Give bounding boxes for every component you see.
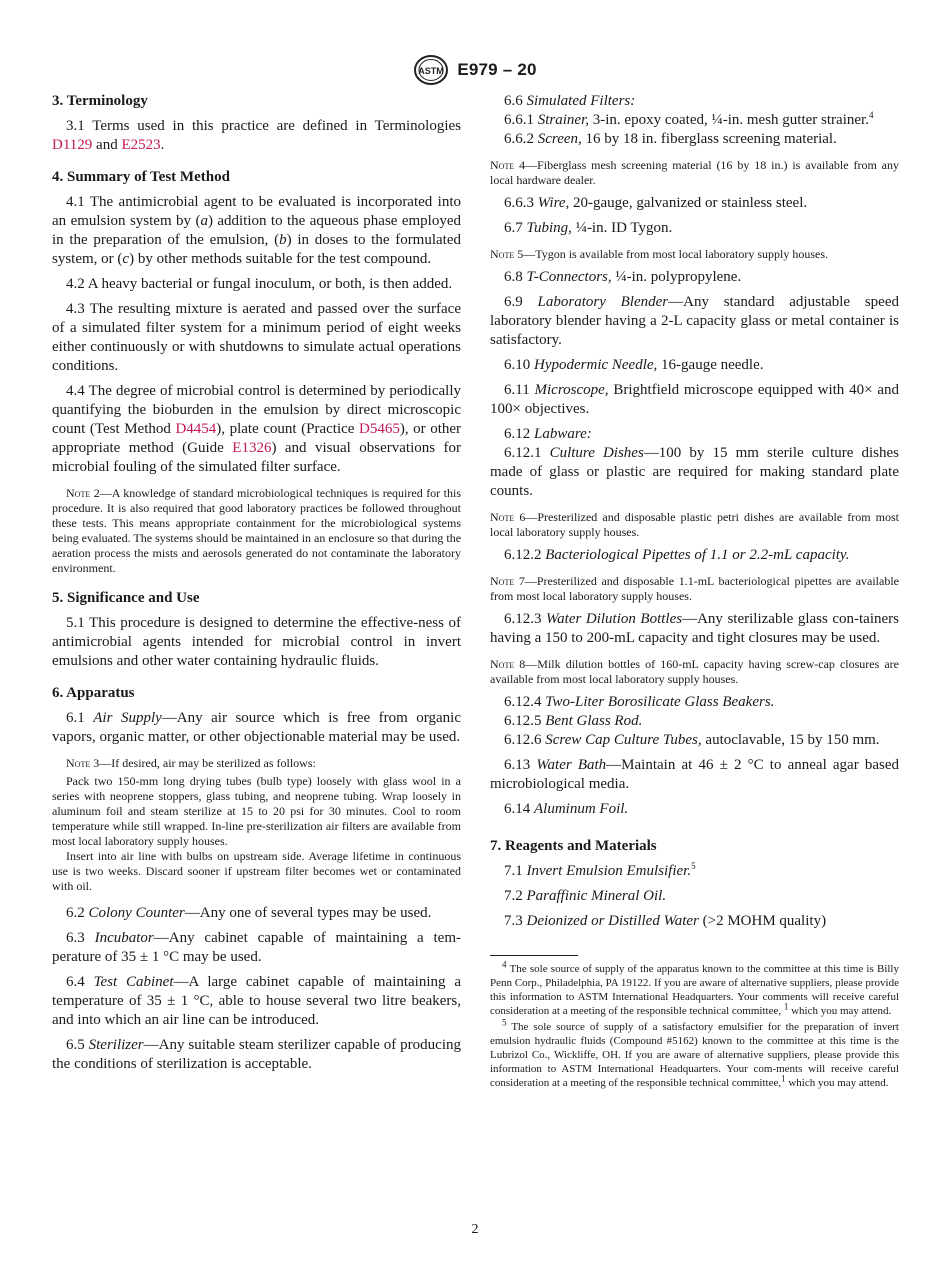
section-3-title: 3. Terminology bbox=[52, 93, 148, 109]
para-6-5: 6.5 Sterilizer—Any suitable steam sterilizer capable of producing the conditions of sterilization is acceptable. bbox=[52, 1037, 462, 1072]
astm-logo-icon bbox=[413, 54, 449, 86]
note-6: Note 6—Presterilized and disposable plastic petri dishes are available from most local laboratory supply houses. bbox=[490, 510, 899, 539]
para-6-12-6: 6.12.6 Screw Cap Culture Tubes, autoclavable, 15 by 150 mm. bbox=[504, 732, 880, 748]
link-e2523[interactable]: E2523 bbox=[121, 137, 161, 153]
para-7-1: 7.1 Invert Emulsion Emulsifier.$^5$ bbox=[504, 861, 696, 879]
section-7-title: 7. Reagents and Materials bbox=[490, 838, 657, 854]
note-5: Note 5—Tygon is available from most local laboratory supply houses. bbox=[490, 247, 828, 261]
designation: E979 – 20 bbox=[457, 60, 537, 79]
section-6-title: 6. Apparatus bbox=[52, 685, 135, 701]
page-number: 2 bbox=[471, 1222, 479, 1237]
footnote-4: $^4$ The sole source of supply of the apparatus known to the committee at this time is Billy Penn Corp., Philadelphia, PA 19122. If you are aware of alternative suppliers, please provide this information to ASTM International Headquarters. Your comments will receive careful consideration at a meeting of the responsible technical committee, $^1$ which you may attend. bbox=[490, 959, 899, 1017]
note-3: Note 3—If desired, air may be sterilized as follows: bbox=[66, 756, 316, 770]
link-e1326[interactable]: E1326 bbox=[232, 440, 272, 456]
note-4: Note 4—Fiberglass mesh screening material (16 by 18 in.) is available from any local hardware dealer. bbox=[490, 158, 900, 187]
section-4-title: 4. Summary of Test Method bbox=[52, 169, 230, 185]
para-6-12-4: 6.12.4 Two-Liter Borosilicate Glass Beakers. bbox=[504, 694, 775, 710]
para-6-12-3: 6.12.3 Water Dilution Bottles—Any sterilizable glass con-tainers having a 150 to 200-mL capacity and tight closures may be used. bbox=[490, 611, 899, 646]
section-5-title: 5. Significance and Use bbox=[52, 590, 200, 606]
note-3-paragraph-2: Insert into air line with bulbs on upstream side. Average lifetime in continuous use is two weeks. Discard sooner if upstream filter becomes wet or contaminated with oil. bbox=[52, 849, 461, 893]
para-3-1: 3.1 Terms used in this practice are defined in Terminologies D1129 and E2523. bbox=[52, 118, 462, 153]
para-6-12-5: 6.12.5 Bent Glass Rod. bbox=[504, 713, 643, 729]
footnote-divider bbox=[490, 955, 578, 956]
footnote-5: $^5$ The sole source of supply of a satisfactory emulsifier for the preparation of invert emulsion hydraulic fluids (Compound #5162) known to the committee at this time is the Lubrizol Co., Wickliffe, OH. If you are aware of alternative suppliers, please provide this information to ASTM International Headquarters. Your com-ments will receive careful consideration at a meeting of the responsible technical committee,$^1$ which you may attend. bbox=[490, 1017, 899, 1089]
page-header bbox=[0, 54, 950, 86]
note-3-paragraph-1: Pack two 150-mm long drying tubes (bulb type) loosely with glass wool in a series with neoprene stoppers, glass tubing, and neoprene tubing. Wrap loosely in aluminum foil and steam sterilize at 15 to 20 psi for 30 minutes. Cool to room temperature while still wrapped. In-line pre-sterilization air filters are available from most local laboratory supply houses. bbox=[52, 774, 461, 848]
right-column bbox=[490, 92, 899, 1092]
para-6-12: 6.12 Labware: bbox=[504, 426, 592, 442]
para-6-4: 6.4 Test Cabinet—A large cabinet capable of maintaining a temperature of 35 ± 1 °C, able to house several two litre beakers, and into which an air line can be introduced. bbox=[52, 974, 461, 1028]
note-7: Note 7—Presterilized and disposable 1.1-mL bacteriological pipettes are available from most local laboratory supply houses. bbox=[490, 574, 900, 603]
para-4-2: 4.2 A heavy bacterial or fungal inoculum, or both, is then added. bbox=[66, 276, 453, 292]
para-6-2: 6.2 Colony Counter—Any one of several types may be used. bbox=[66, 905, 432, 921]
para-7-3: 7.3 Deionized or Distilled Water (>2 MOHM quality) bbox=[504, 913, 827, 929]
para-4-4: 4.4 The degree of microbial control is determined by periodically quantifying the bioburden in the emulsion by direct microscopic count (Test Method D4454), plate count (Practice D5465), or other appropriate method (Guide E1326) and visual observations for microbial fouling of the simulated filter surface. bbox=[52, 383, 462, 475]
note-2: Note 2—A knowledge of standard microbiological techniques is required for this procedure. It is also required that good laboratory practices be followed throughout these tests. This means appropriate containment for the microbiological systems being evaluated. The systems should be maintained in an enclosure so that during the aeration process the mists and aerosols generated do not contaminate the laboratory environment. bbox=[52, 486, 462, 575]
para-6-7: 6.7 Tubing, ¼-in. ID Tygon. bbox=[504, 220, 673, 236]
para-6-9: 6.9 Laboratory Blender—Any standard adjustable speed laboratory blender having a 2-L capacity glass or metal container is satisfactory. bbox=[490, 294, 900, 348]
link-d1129[interactable]: D1129 bbox=[52, 137, 93, 153]
astm-logo-label: ASTM bbox=[418, 66, 445, 76]
note-8: Note 8—Milk dilution bottles of 160-mL capacity having screw-cap closures are available from most local laboratory supply houses. bbox=[490, 657, 900, 686]
para-4-3: 4.3 The resulting mixture is aerated and passed over the surface of a simulated filter system for a minimum period of eight weeks either continuously or with shutdowns to simulate actual operations conditions. bbox=[52, 301, 461, 374]
para-6-3: 6.3 Incubator—Any cabinet capable of maintaining a tem-perature of 35 ± 1 °C may be used. bbox=[52, 930, 462, 965]
para-6-12-1: 6.12.1 Culture Dishes—100 by 15 mm sterile culture dishes made of glass or plastic are required for making standard plate counts. bbox=[490, 445, 899, 499]
para-6-6-2: 6.6.2 Screen, 16 by 18 in. fiberglass screening material. bbox=[504, 131, 837, 147]
para-7-2: 7.2 Paraffinic Mineral Oil. bbox=[504, 888, 667, 904]
link-d5465[interactable]: D5465 bbox=[359, 421, 400, 437]
para-6-1: 6.1 Air Supply—Any air source which is free from organic vapors, organic matter, or other objectionable material may be used. bbox=[52, 710, 462, 745]
para-6-11: 6.11 Microscope, Brightfield microscope equipped with 40× and 100× objectives. bbox=[490, 382, 900, 417]
para-6-8: 6.8 T-Connectors, ¼-in. polypropylene. bbox=[504, 269, 742, 285]
para-5-1: 5.1 This procedure is designed to determine the effective-ness of antimicrobial agents intended for microbial control in invert emulsions and other water containing hydraulic fluids. bbox=[52, 615, 461, 669]
para-4-1: 4.1 The antimicrobial agent to be evaluated is incorporated into an emulsion system by (a) addition to the aqueous phase employed in the preparation of the emulsion, (b) in doses to the formulated system, or (c) by other methods suitable for the test compound. bbox=[52, 194, 462, 267]
para-6-6-3: 6.6.3 Wire, 20-gauge, galvanized or stainless steel. bbox=[504, 195, 808, 211]
para-6-6-1: 6.6.1 Strainer, 3-in. epoxy coated, ¼-in. mesh gutter strainer.$^4$ bbox=[504, 110, 874, 128]
left-column bbox=[52, 92, 461, 1074]
para-6-14: 6.14 Aluminum Foil. bbox=[504, 801, 629, 817]
para-6-13: 6.13 Water Bath—Maintain at 46 ± 2 °C to anneal agar based microbiological media. bbox=[490, 757, 899, 792]
para-6-12-2: 6.12.2 Bacteriological Pipettes of 1.1 or 2.2-mL capacity. bbox=[504, 547, 850, 563]
para-6-6: 6.6 Simulated Filters: bbox=[504, 93, 636, 109]
para-6-10: 6.10 Hypodermic Needle, 16-gauge needle. bbox=[504, 357, 764, 373]
link-d4454[interactable]: D4454 bbox=[175, 421, 217, 437]
